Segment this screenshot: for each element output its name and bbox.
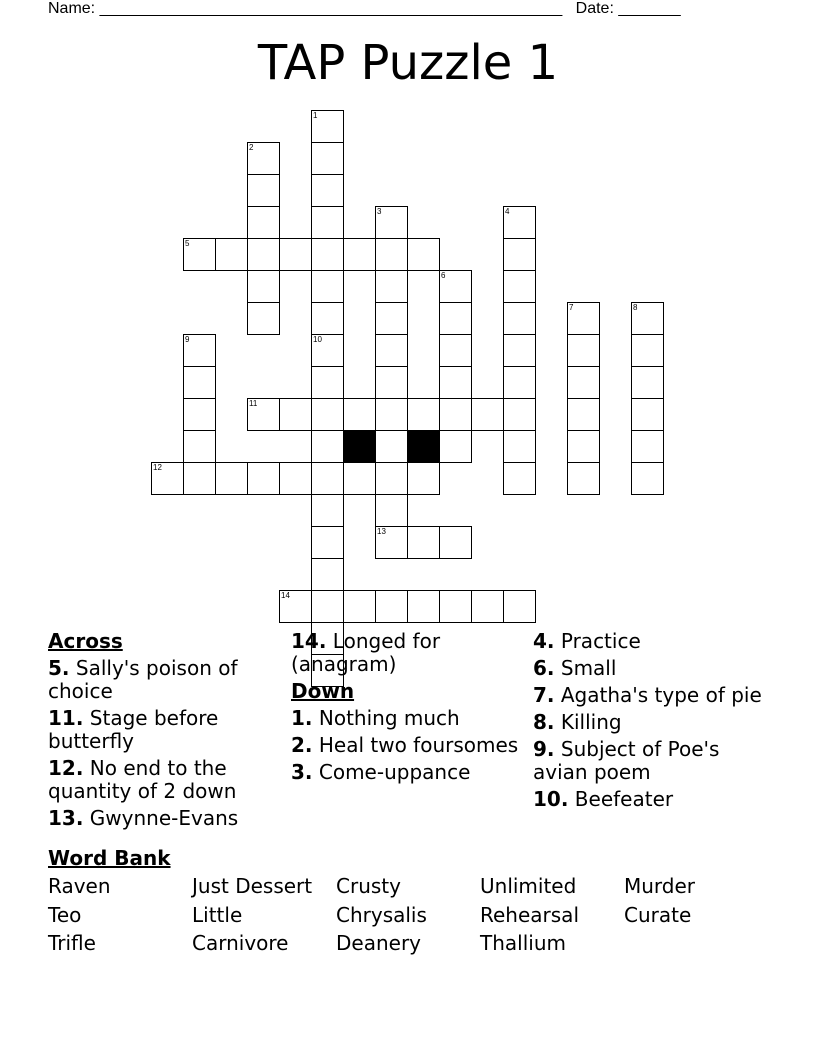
clue-number: 6 [441, 271, 446, 280]
grid-cell[interactable] [247, 398, 280, 431]
clue-number: 1 [313, 111, 318, 120]
grid-cell[interactable] [151, 462, 184, 495]
clue-down-7: 7. Agatha's type of pie [533, 683, 762, 707]
grid-cell[interactable] [279, 590, 312, 623]
date-label: Date: [575, 0, 614, 17]
black-cell [343, 430, 376, 463]
grid-cell[interactable] [407, 238, 440, 271]
grid-cell[interactable] [311, 526, 344, 559]
clue-across-11: 11. Stage before butterfly [48, 706, 219, 753]
clue-down-10: 10. Beefeater [533, 787, 674, 811]
word-bank-item: Murder [624, 874, 696, 898]
grid-cell[interactable] [375, 206, 408, 239]
grid-cell[interactable] [247, 238, 280, 271]
grid-cell[interactable] [471, 590, 504, 623]
clue-number: 13 [377, 527, 386, 536]
word-bank-item: Carnivore [192, 931, 289, 955]
grid-cell[interactable] [375, 430, 408, 463]
grid-cell[interactable] [279, 238, 312, 271]
word-bank-item: Trifle [48, 931, 96, 955]
grid-cell[interactable] [503, 590, 536, 623]
grid-cell[interactable] [343, 462, 376, 495]
word-bank-title: Word Bank [48, 846, 171, 870]
black-cell [407, 430, 440, 463]
grid-cell[interactable] [631, 334, 664, 367]
grid-cell[interactable] [439, 334, 472, 367]
grid-cell[interactable] [375, 302, 408, 335]
clue-number: 3 [377, 207, 382, 216]
grid-cell[interactable] [471, 398, 504, 431]
grid-cell[interactable] [503, 206, 536, 239]
clue-number: 7 [569, 303, 574, 312]
word-bank-item: Just Dessert [192, 874, 313, 898]
grid-cell[interactable] [279, 462, 312, 495]
grid-cell[interactable] [343, 398, 376, 431]
grid-cell[interactable] [439, 430, 472, 463]
grid-cell[interactable] [567, 334, 600, 367]
grid-cell[interactable] [375, 494, 408, 527]
grid-cell[interactable] [439, 526, 472, 559]
grid-cell[interactable] [631, 302, 664, 335]
clue-across-5: 5. Sally's poison of choice [48, 656, 238, 703]
clue-number: 8 [633, 303, 638, 312]
grid-cell[interactable] [567, 462, 600, 495]
grid-cell[interactable] [311, 110, 344, 143]
clue-number: 9 [185, 335, 190, 344]
grid-cell[interactable] [439, 366, 472, 399]
clue-across-14: 14. Longed for (anagram) [291, 629, 441, 676]
grid-cell[interactable] [183, 398, 216, 431]
grid-cell[interactable] [311, 142, 344, 175]
clue-number: 12 [153, 463, 162, 472]
word-bank-item: Chrysalis [336, 903, 427, 927]
word-bank-item: Little [192, 903, 243, 927]
down-heading: Down [291, 679, 355, 703]
word-bank-item: Unlimited [480, 874, 577, 898]
grid-cell[interactable] [503, 334, 536, 367]
clue-down-8: 8. Killing [533, 710, 622, 734]
grid-cell[interactable] [247, 206, 280, 239]
grid-cell[interactable] [215, 462, 248, 495]
grid-cell[interactable] [311, 366, 344, 399]
grid-cell[interactable] [311, 206, 344, 239]
clues-column-1 [48, 630, 284, 834]
clue-down-4: 4. Practice [533, 629, 641, 653]
word-bank-item: Teo [48, 903, 82, 927]
clue-number: 2 [249, 143, 254, 152]
grid-cell[interactable] [311, 590, 344, 623]
grid-cell[interactable] [503, 238, 536, 271]
grid-cell[interactable] [407, 398, 440, 431]
grid-cell[interactable] [631, 462, 664, 495]
grid-cell[interactable] [183, 366, 216, 399]
grid-cell[interactable] [375, 590, 408, 623]
across-heading: Across [48, 629, 123, 653]
grid-cell[interactable] [439, 590, 472, 623]
clue-across-13: 13. Gwynne-Evans [48, 806, 239, 830]
grid-cell[interactable] [247, 270, 280, 303]
word-bank-item: Raven [48, 874, 111, 898]
word-bank-item: Thallium [480, 931, 566, 955]
clues-column-3 [533, 630, 769, 815]
grid-cell[interactable] [503, 398, 536, 431]
grid-cell[interactable] [247, 142, 280, 175]
grid-cell[interactable] [311, 462, 344, 495]
grid-cell[interactable] [407, 590, 440, 623]
grid-cell[interactable] [215, 238, 248, 271]
clue-across-12: 12. No end to the quantity of 2 down [48, 756, 237, 803]
grid-cell[interactable] [503, 302, 536, 335]
grid-cell[interactable] [439, 398, 472, 431]
clue-down-6: 6. Small [533, 656, 617, 680]
grid-cell[interactable] [631, 398, 664, 431]
grid-cell[interactable] [311, 334, 344, 367]
grid-cell[interactable] [183, 334, 216, 367]
word-bank-item: Deanery [336, 931, 421, 955]
clue-number: 5 [185, 239, 190, 248]
grid-cell[interactable] [311, 398, 344, 431]
clue-down-3: 3. Come-uppance [291, 760, 471, 784]
name-label: Name: [48, 0, 96, 17]
word-bank-item: Curate [624, 903, 692, 927]
clues-column-2 [291, 630, 527, 788]
clue-number: 11 [249, 399, 258, 408]
grid-cell[interactable] [375, 270, 408, 303]
grid-cell[interactable] [567, 366, 600, 399]
grid-cell[interactable] [567, 398, 600, 431]
grid-cell[interactable] [567, 302, 600, 335]
grid-cell[interactable] [503, 430, 536, 463]
grid-cell[interactable] [503, 462, 536, 495]
grid-cell[interactable] [279, 398, 312, 431]
grid-cell[interactable] [183, 430, 216, 463]
grid-cell[interactable] [631, 430, 664, 463]
clue-down-2: 2. Heal two foursomes [291, 733, 519, 757]
grid-cell[interactable] [375, 462, 408, 495]
grid-cell[interactable] [311, 270, 344, 303]
clue-down-9: 9. Subject of Poe's avian poem [533, 737, 720, 784]
grid-cell[interactable] [375, 334, 408, 367]
grid-cell[interactable] [311, 430, 344, 463]
grid-cell[interactable] [375, 238, 408, 271]
grid-cell[interactable] [407, 526, 440, 559]
grid-cell[interactable] [407, 462, 440, 495]
name-blank[interactable]: ____________________________________________________ [99, 0, 563, 17]
clue-number: 14 [281, 591, 290, 600]
grid-cell[interactable] [311, 558, 344, 591]
clue-number: 4 [505, 207, 510, 216]
grid-cell[interactable] [375, 366, 408, 399]
grid-cell[interactable] [311, 238, 344, 271]
grid-cell[interactable] [247, 174, 280, 207]
grid-cell[interactable] [631, 366, 664, 399]
grid-cell[interactable] [343, 238, 376, 271]
clue-down-1: 1. Nothing much [291, 706, 460, 730]
grid-cell[interactable] [343, 590, 376, 623]
grid-cell[interactable] [375, 398, 408, 431]
grid-cell[interactable] [503, 366, 536, 399]
grid-cell[interactable] [311, 174, 344, 207]
clue-number: 10 [313, 335, 322, 344]
grid-cell[interactable] [311, 494, 344, 527]
grid-cell[interactable] [439, 302, 472, 335]
grid-cell[interactable] [567, 430, 600, 463]
grid-cell[interactable] [183, 238, 216, 271]
grid-cell[interactable] [311, 302, 344, 335]
grid-cell[interactable] [183, 462, 216, 495]
word-bank-item: Rehearsal [480, 903, 579, 927]
grid-cell[interactable] [247, 302, 280, 335]
grid-cell[interactable] [503, 270, 536, 303]
grid-cell[interactable] [375, 526, 408, 559]
word-bank-item: Crusty [336, 874, 401, 898]
page-title: TAP Puzzle 1 [257, 35, 559, 91]
date-blank[interactable]: _______ [618, 0, 681, 17]
grid-cell[interactable] [247, 462, 280, 495]
grid-cell[interactable] [439, 270, 472, 303]
